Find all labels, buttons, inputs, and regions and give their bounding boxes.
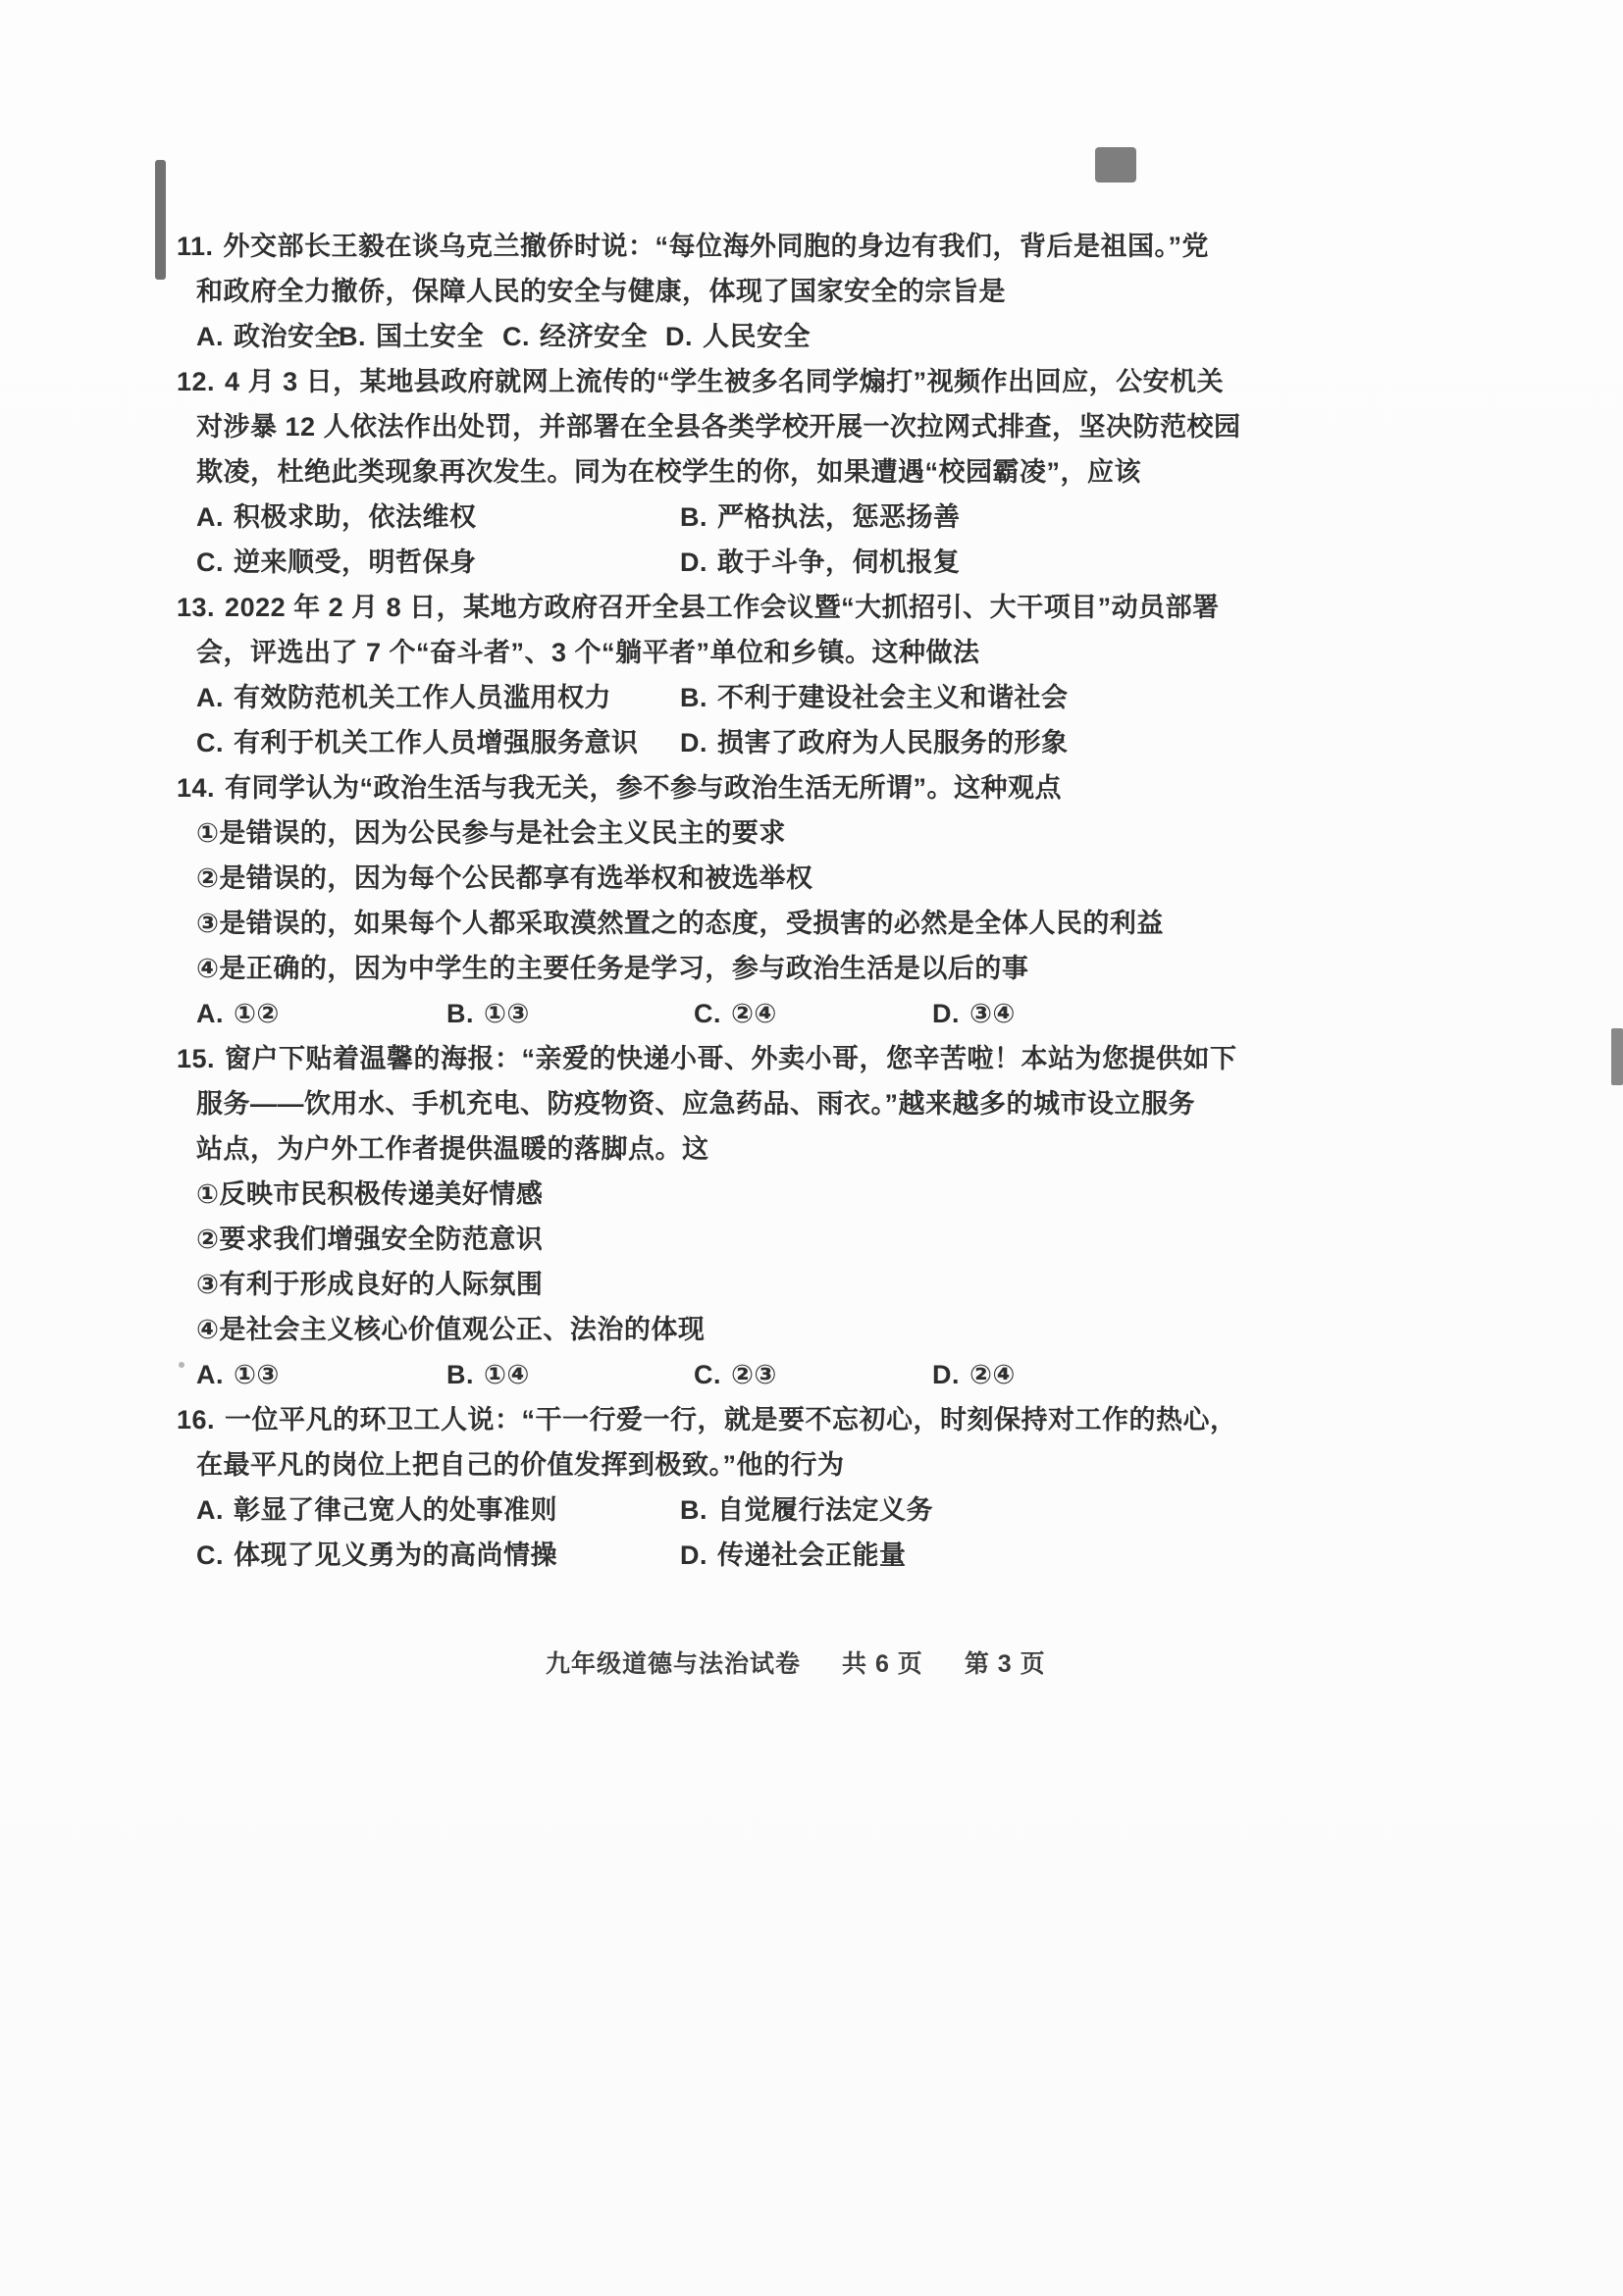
scan-ink-mark-top bbox=[1095, 147, 1136, 183]
footer-total-pages: 共 6 页 bbox=[842, 1650, 923, 1678]
option-label: A. bbox=[196, 502, 224, 532]
question-stem-continued: 对涉暴 12 人依法作出处罚，并部署在全县各类学校开展一次拉网式排查，坚决防范校园 bbox=[196, 412, 1241, 442]
option-c bbox=[196, 1533, 557, 1578]
question-number: 13. bbox=[177, 593, 216, 622]
option-text: ②④ bbox=[731, 999, 777, 1028]
option-text: 政治安全 bbox=[234, 322, 341, 351]
option-c bbox=[694, 991, 777, 1036]
question-stem bbox=[177, 1036, 1246, 1081]
question-number: 12. bbox=[177, 367, 216, 396]
option-text: 人民安全 bbox=[703, 322, 811, 351]
question-stem-text: 4 月 3 日，某地县政府就网上流传的“学生被多名同学煽打”视频作出回应，公安机关 bbox=[225, 367, 1225, 396]
option-text: ②④ bbox=[969, 1360, 1016, 1389]
option-d bbox=[680, 720, 1069, 765]
question-stem bbox=[177, 765, 1246, 810]
option-a bbox=[196, 314, 341, 359]
option-text: 彰显了律己宽人的处事准则 bbox=[234, 1495, 557, 1525]
question-11 bbox=[177, 224, 1246, 359]
option-text: 积极求助，依法维权 bbox=[234, 502, 477, 532]
option-b bbox=[680, 675, 1069, 720]
option-c bbox=[196, 540, 477, 585]
question-stem bbox=[177, 585, 1246, 630]
statement-item: ③有利于形成良好的人际氛围 bbox=[196, 1270, 544, 1299]
statement-item: ④是正确的，因为中学生的主要任务是学习，参与政治生活是以后的事 bbox=[196, 954, 1029, 983]
option-label: B. bbox=[680, 683, 707, 712]
statement-item: ④是社会主义核心价值观公正、法治的体现 bbox=[196, 1315, 706, 1344]
question-stem-continued: 在最平凡的岗位上把自己的价值发挥到极致。”他的行为 bbox=[196, 1450, 845, 1480]
question-stem-text: 窗户下贴着温馨的海报：“亲爱的快递小哥、外卖小哥，您辛苦啦！本站为您提供如下 bbox=[225, 1044, 1237, 1073]
option-d bbox=[665, 314, 811, 359]
option-label: A. bbox=[196, 1360, 224, 1389]
option-label: D. bbox=[932, 999, 960, 1028]
option-text: 国土安全 bbox=[376, 322, 484, 351]
option-a bbox=[196, 495, 477, 540]
option-label: C. bbox=[196, 548, 224, 577]
option-text: 有效防范机关工作人员滥用权力 bbox=[234, 683, 611, 712]
option-text: 传递社会正能量 bbox=[717, 1540, 907, 1570]
option-label: D. bbox=[680, 1540, 707, 1570]
option-label: B. bbox=[446, 1360, 474, 1389]
option-label: C. bbox=[196, 1540, 224, 1570]
option-b bbox=[446, 1352, 530, 1397]
option-b bbox=[680, 1487, 933, 1533]
statement-item: ①是错误的，因为公民参与是社会主义民主的要求 bbox=[196, 818, 786, 848]
options-row bbox=[177, 720, 1246, 765]
question-number: 15. bbox=[177, 1044, 216, 1073]
option-label: C. bbox=[694, 999, 721, 1028]
option-b bbox=[680, 495, 961, 540]
question-stem-continued: 站点，为户外工作者提供温暖的落脚点。这 bbox=[196, 1134, 709, 1164]
option-c bbox=[502, 314, 648, 359]
question-list bbox=[177, 224, 1246, 1578]
option-label: A. bbox=[196, 999, 224, 1028]
option-text: 损害了政府为人民服务的形象 bbox=[717, 728, 1069, 757]
statement-item: ③是错误的，如果每个人都采取漠然置之的态度，受损害的必然是全体人民的利益 bbox=[196, 909, 1164, 938]
options-row bbox=[177, 540, 1246, 585]
option-label: C. bbox=[196, 728, 224, 757]
question-stem-continued: 服务——饮用水、手机充电、防疫物资、应急药品、雨衣。”越来越多的城市设立服务 bbox=[196, 1089, 1195, 1119]
question-stem-text: 外交部长王毅在谈乌克兰撤侨时说：“每位海外同胞的身边有我们，背后是祖国。”党 bbox=[223, 232, 1210, 261]
option-text: ③④ bbox=[969, 999, 1016, 1028]
options-row bbox=[177, 1352, 1246, 1397]
question-stem-continued: 会，评选出了 7 个“奋斗者”、3 个“躺平者”单位和乡镇。这种做法 bbox=[196, 638, 980, 667]
options-row bbox=[177, 495, 1246, 540]
option-d bbox=[680, 1533, 907, 1578]
option-b bbox=[339, 314, 484, 359]
option-text: 体现了见义勇为的高尚情操 bbox=[234, 1540, 557, 1570]
option-text: 自觉履行法定义务 bbox=[717, 1495, 933, 1525]
option-c bbox=[694, 1352, 777, 1397]
option-a bbox=[196, 675, 611, 720]
option-text: 逆来顺受，明哲保身 bbox=[234, 548, 477, 577]
statement-item: ②是错误的，因为每个公民都享有选举权和被选举权 bbox=[196, 863, 813, 893]
option-text: ①② bbox=[234, 999, 280, 1028]
question-stem-text: 一位平凡的环卫工人说：“干一行爱一行，就是要不忘初心，时刻保持对工作的热心， bbox=[225, 1405, 1237, 1435]
statement-item: ①反映市民积极传递美好情感 bbox=[196, 1179, 544, 1209]
question-14 bbox=[177, 765, 1246, 1036]
options-row bbox=[177, 1487, 1246, 1533]
option-d bbox=[680, 540, 961, 585]
option-text: 经济安全 bbox=[540, 322, 648, 351]
option-text: 敢于斗争，伺机报复 bbox=[717, 548, 961, 577]
question-16 bbox=[177, 1397, 1246, 1578]
option-c bbox=[196, 720, 639, 765]
option-a bbox=[196, 1352, 280, 1397]
question-number: 11. bbox=[177, 232, 214, 261]
option-label: B. bbox=[446, 999, 474, 1028]
question-15 bbox=[177, 1036, 1246, 1397]
scan-smudge-right-edge bbox=[1611, 1028, 1623, 1085]
option-text: ①④ bbox=[484, 1360, 530, 1389]
footer-exam-title: 九年级道德与法治试卷 bbox=[546, 1650, 802, 1678]
option-a bbox=[196, 1487, 557, 1533]
option-b bbox=[446, 991, 530, 1036]
option-text: 有利于机关工作人员增强服务意识 bbox=[234, 728, 639, 757]
option-label: A. bbox=[196, 683, 224, 712]
option-label: B. bbox=[680, 502, 707, 532]
option-text: ②③ bbox=[731, 1360, 777, 1389]
options-row bbox=[177, 991, 1246, 1036]
footer-page-number: 第 3 页 bbox=[964, 1650, 1046, 1678]
option-text: ①③ bbox=[234, 1360, 280, 1389]
page-footer bbox=[546, 1644, 1046, 1680]
scan-ink-mark-left bbox=[155, 160, 166, 280]
question-number: 16. bbox=[177, 1405, 216, 1435]
options-row bbox=[177, 675, 1246, 720]
question-stem bbox=[177, 359, 1246, 404]
question-stem-text: 有同学认为“政治生活与我无关，参不参与政治生活无所谓”。这种观点 bbox=[225, 773, 1063, 803]
question-stem-continued: 欺凌，杜绝此类现象再次发生。同为在校学生的你，如果遭遇“校园霸凌”，应该 bbox=[196, 457, 1141, 487]
option-label: B. bbox=[680, 1495, 707, 1525]
option-label: D. bbox=[680, 548, 707, 577]
question-stem bbox=[177, 224, 1246, 269]
options-row bbox=[177, 314, 1246, 359]
option-d bbox=[932, 991, 1016, 1036]
option-label: D. bbox=[680, 728, 707, 757]
option-label: B. bbox=[339, 322, 366, 351]
statement-item: ②要求我们增强安全防范意识 bbox=[196, 1225, 544, 1254]
question-12 bbox=[177, 359, 1246, 585]
option-text: 不利于建设社会主义和谐社会 bbox=[717, 683, 1069, 712]
options-row bbox=[177, 1533, 1246, 1578]
option-a bbox=[196, 991, 280, 1036]
option-d bbox=[932, 1352, 1016, 1397]
option-text: 严格执法，惩恶扬善 bbox=[717, 502, 961, 532]
question-stem-continued: 和政府全力撤侨，保障人民的安全与健康，体现了国家安全的宗旨是 bbox=[196, 277, 1006, 306]
option-text: ①③ bbox=[484, 999, 530, 1028]
question-number: 14. bbox=[177, 773, 216, 803]
option-label: D. bbox=[665, 322, 693, 351]
option-label: C. bbox=[502, 322, 530, 351]
question-13 bbox=[177, 585, 1246, 765]
option-label: A. bbox=[196, 1495, 224, 1525]
question-stem bbox=[177, 1397, 1246, 1442]
option-label: C. bbox=[694, 1360, 721, 1389]
option-label: A. bbox=[196, 322, 224, 351]
option-label: D. bbox=[932, 1360, 960, 1389]
question-stem-text: 2022 年 2 月 8 日，某地方政府召开全县工作会议暨“大抓招引、大干项目”动员部署 bbox=[225, 593, 1220, 622]
